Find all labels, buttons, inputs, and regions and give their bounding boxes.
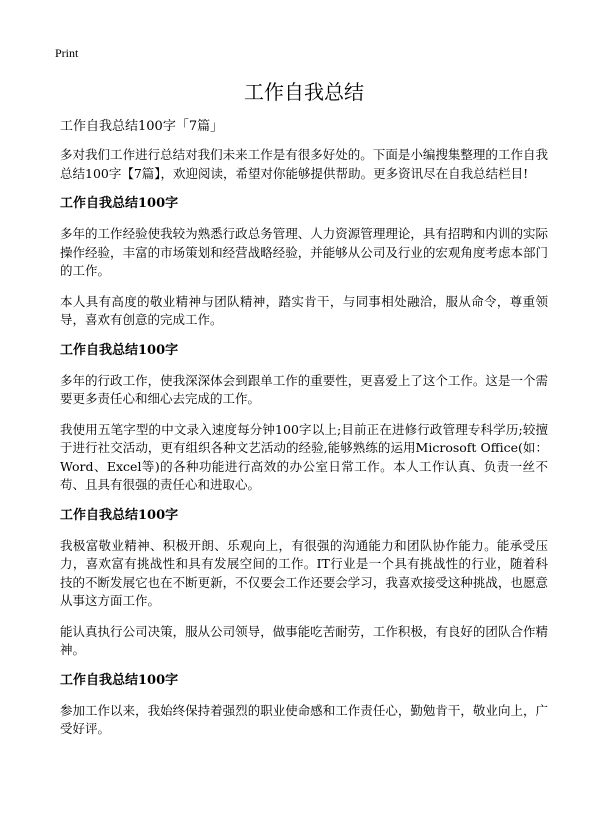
page-title: 工作自我总结	[244, 80, 364, 104]
section-3-paragraph-2: 能认真执行公司决策，服从公司领导，做事能吃苦耐劳，工作积极，有良好的团队合作精神。	[60, 623, 548, 657]
document-page	[60, 78, 548, 751]
section-heading-2: 工作自我总结100字	[60, 342, 179, 358]
section-2-paragraph-2: 我使用五笔字型的中文录入速度每分钟100字以上;目前正在进修行政管理专科学历;较擅于进行社交活动，更有组织各种文艺活动的经验,能够熟练的运用Microsoft Office(如：Word、Excel等)的各种功能进行高效的办公室日常工作。本人工作认真、负责一丝不苟、且具有很强的责任心和进取心。	[60, 421, 548, 492]
section-heading-4: 工作自我总结100字	[60, 672, 179, 688]
section-1-paragraph-2: 本人具有高度的敬业精神与团队精神，踏实肯干，与同事相处融洽，服从命令，尊重领导，喜欢有创意的完成工作。	[60, 293, 548, 327]
section-heading-3: 工作自我总结100字	[60, 507, 179, 523]
section-2-paragraph-1: 多年的行政工作，使我深深体会到跟单工作的重要性，更喜爱上了这个工作。这是一个需要更多责任心和细心去完成的工作。	[60, 372, 548, 406]
section-1-paragraph-1: 多年的工作经验使我较为熟悉行政总务管理、人力资源管理理论，具有招聘和内训的实际操作经验，丰富的市场策划和经营战略经验，并能够从公司及行业的宏观角度考虑本部门的工作。	[60, 226, 548, 278]
document-subtitle: 工作自我总结100字「7篇」	[60, 119, 224, 134]
section-3-paragraph-1: 我极富敬业精神、积极开朗、乐观向上，有很强的沟通能力和团队协作能力。能承受压力，喜欢富有挑战性和具有发展空间的工作。IT行业是一个具有挑战性的行业，随着科技的不断发展它也在不断更新，不仅要会工作还要会学习，我喜欢接受这种挑战，也愿意从事这方面工作。	[60, 537, 548, 608]
section-4-paragraph-1: 参加工作以来，我始终保持着强烈的职业使命感和工作责任心，勤勉肯干，敬业向上，广受好评。	[60, 702, 548, 736]
intro-paragraph: 多对我们工作进行总结对我们未来工作是有很多好处的。下面是小编搜集整理的工作自我总结100字【7篇】，欢迎阅读，希望对你能够提供帮助。更多资讯尽在自我总结栏目!	[60, 147, 548, 181]
section-heading-1: 工作自我总结100字	[60, 196, 179, 211]
print-label[interactable]: Print	[55, 46, 79, 60]
